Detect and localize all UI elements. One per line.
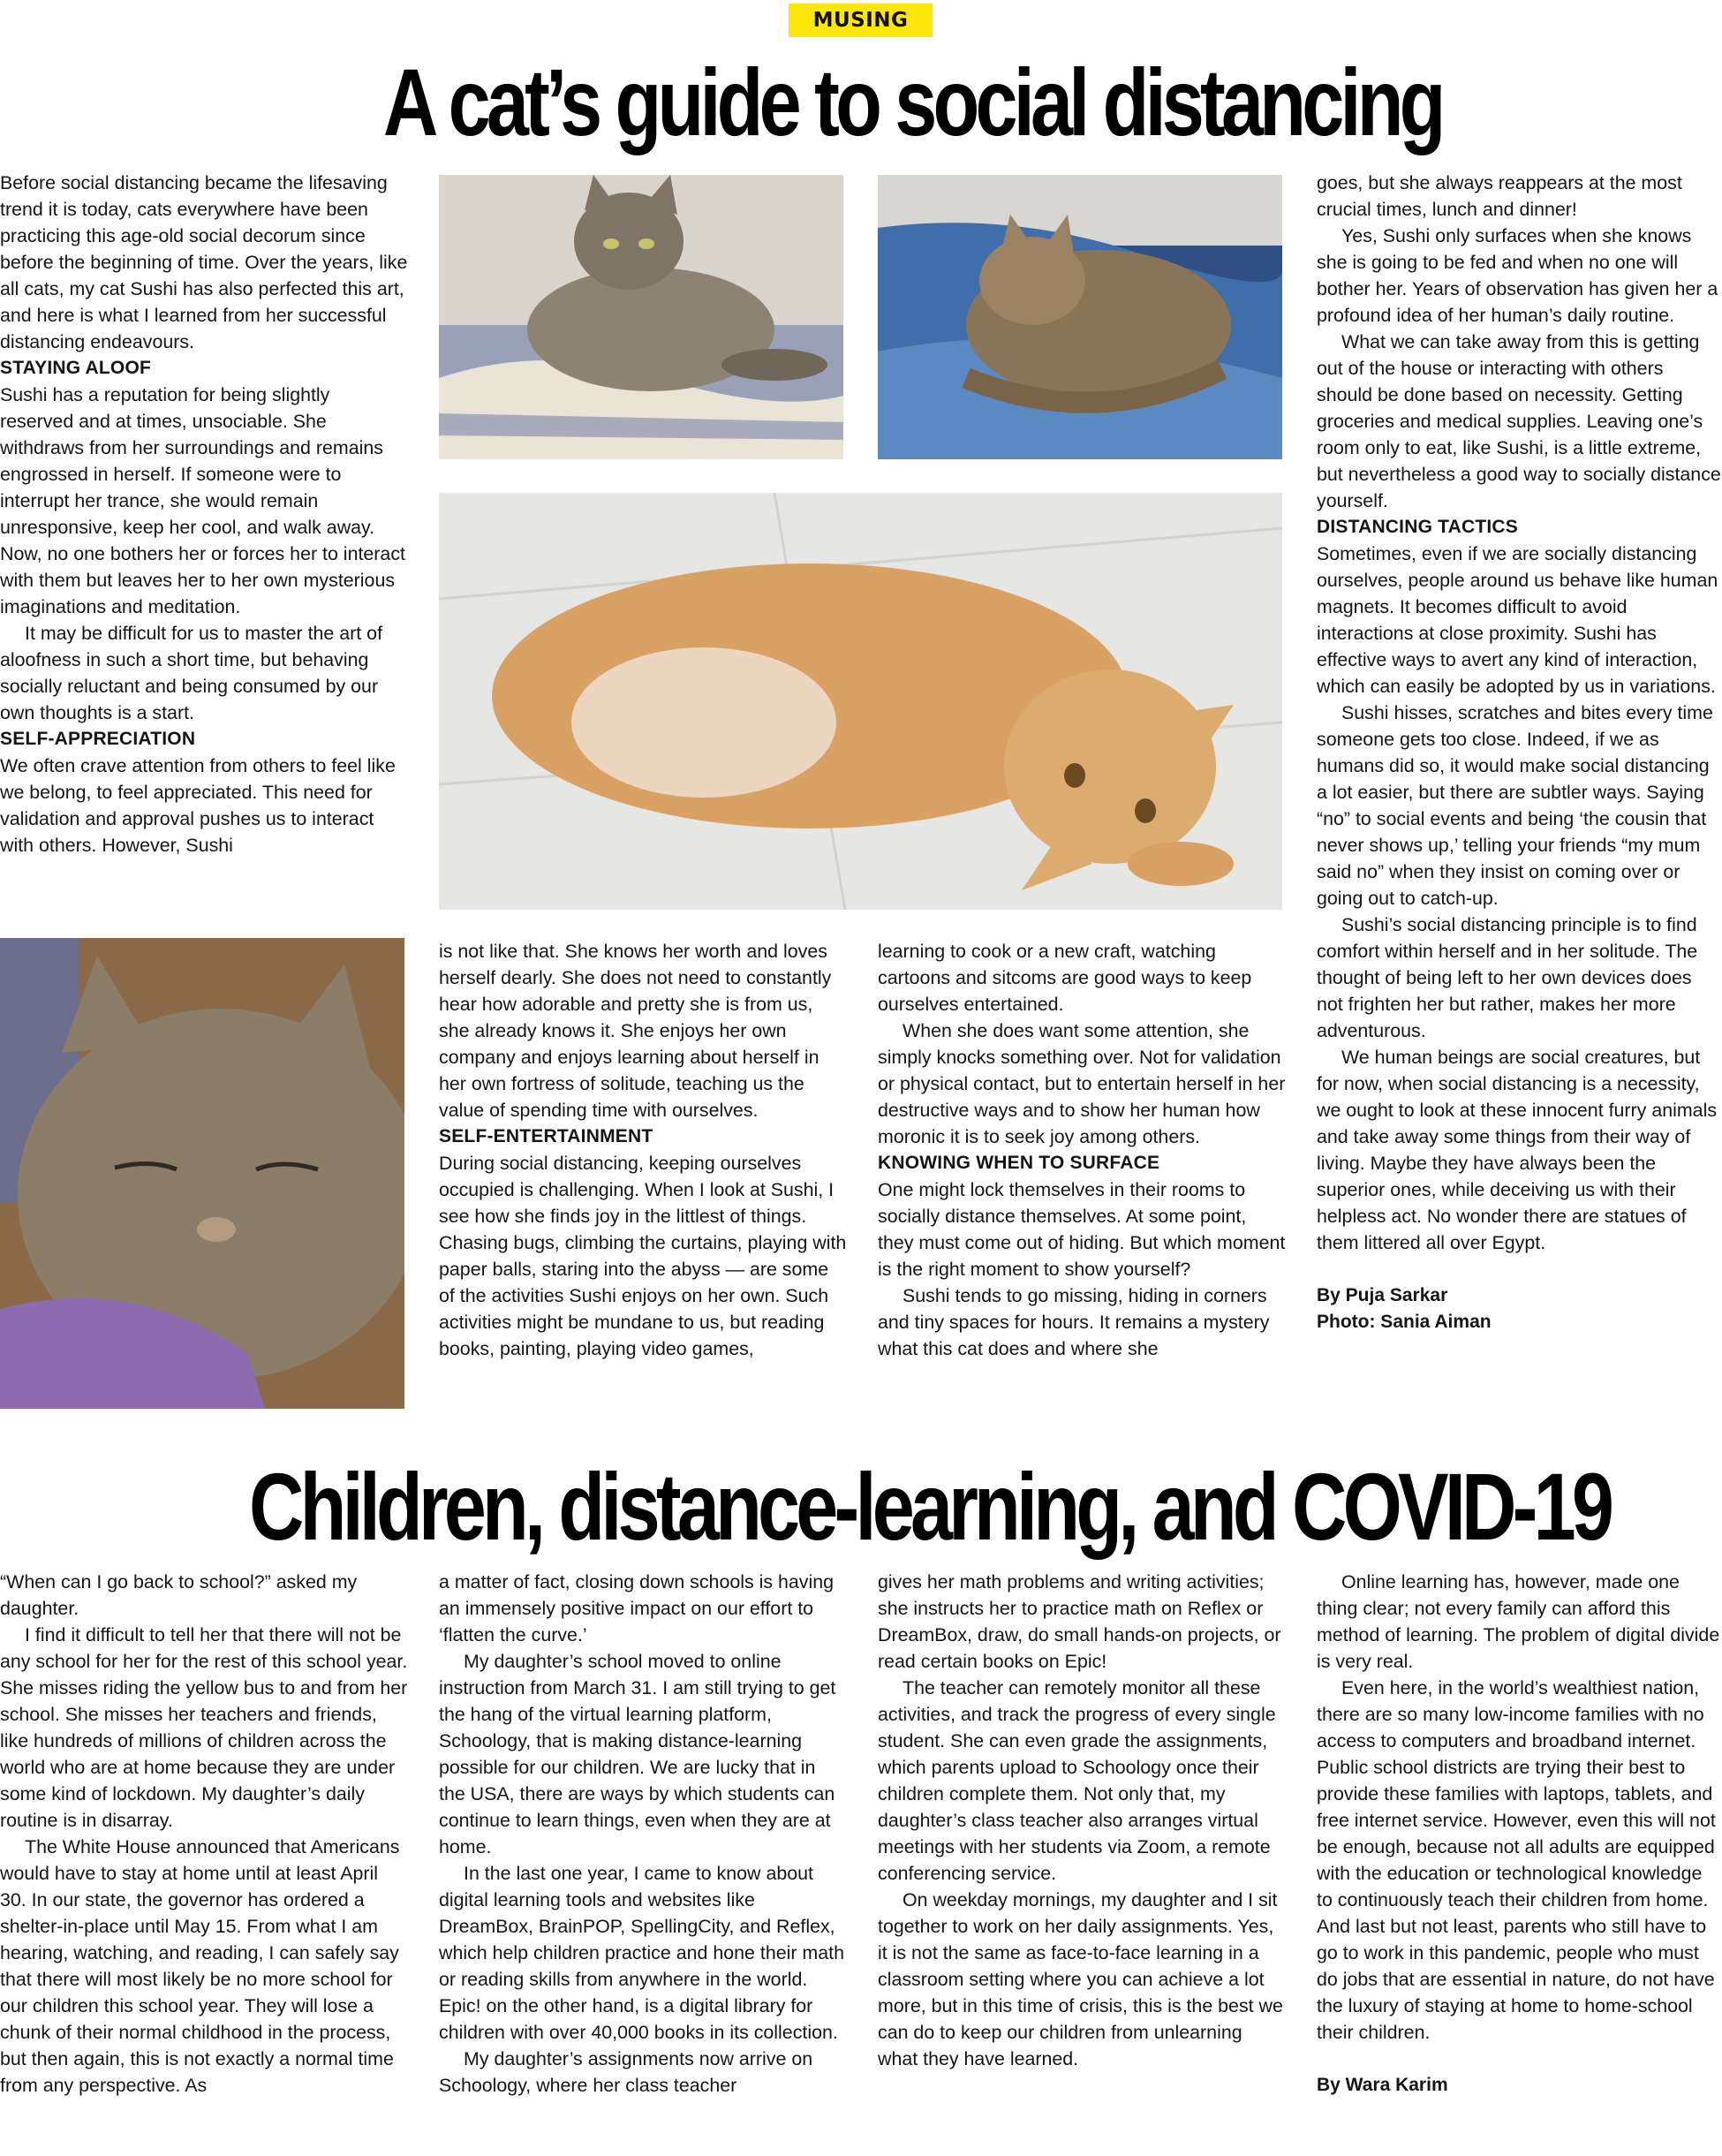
section-tag: MUSING: [789, 4, 933, 37]
paragraph: Yes, Sushi only surfaces when she knows she is going to be fed and when no one will bother her. Years of observation has given her a profound idea of her human’s daily routine.: [1317, 225, 1718, 326]
paragraph: My daughter’s assignments now arrive on Schoology, where her class teacher: [439, 2048, 813, 2096]
article-2-col-4-body: [1317, 1569, 1722, 2046]
byline-author-2: By Wara Karim: [1317, 2075, 1448, 2095]
cat-photo-lying: [439, 493, 1282, 910]
paragraph: One might lock themselves in their rooms to socially distance themselves. At some point, they must come out of hiding. But which moment is the right moment to show yourself?: [878, 1179, 1286, 1280]
paragraph: I find it difficult to tell her that there will not be any school for her for the rest of this school year. She misses riding the yellow bus to and from her school. She misses her teachers and friends, like hundreds of millions of children across the world who are at home because they are under some kind of lockdown. My daughter’s daily routine is in disarray.: [0, 1624, 408, 1831]
paragraph: goes, but she always reappears at the most crucial times, lunch and dinner!: [1317, 172, 1682, 220]
article-col-2: [439, 938, 847, 1362]
paragraph: What we can take away from this is getting out of the house or interacting with others should be done based on necessity. Getting groceries and medical supplies. Leaving one’s room only to eat, like Sushi, is a little extreme, but nevertheless a good way to socially distance yourself.: [1317, 331, 1721, 511]
paragraph: Online learning has, however, made one thing clear; not every family can afford this method of learning. The problem of digital divide is very real.: [1317, 1571, 1720, 1672]
byline-photo: Photo: Sania Aiman: [1317, 1312, 1492, 1332]
article-2-col-4: [1317, 1569, 1722, 2099]
paragraph: My daughter’s school moved to online instruction from March 31. I am still trying to get the hang of the virtual learning platform, Schoology, that is making distance-learning possible for our children. We are lucky that in the USA, there are ways by which students can continue to learn things, even when they are at home.: [439, 1651, 836, 1857]
article-2-col-1: [0, 1569, 408, 2099]
paragraph: When she does want some attention, she simply knocks something over. Not for validation or physical contact, but to entertain herself in her destructive ways and to show her human how moronic it is to seek joy among others.: [878, 1020, 1286, 1147]
paragraph: Sometimes, even if we are socially distancing ourselves, people around us behave like human magnets. It becomes difficult to avoid interactions at close proximity. Sushi has effective ways to avert any kind of interaction, which can easily be adopted by us in variations.: [1317, 543, 1718, 697]
article-2-col-3: [878, 1569, 1286, 2072]
article-2-col-2: [439, 1569, 847, 2099]
paragraph: In the last one year, I came to know about digital learning tools and websites like DreamBox, BrainPOP, SpellingCity, and Reflex, which help children practice and hone their math or reading skills from anywhere in the world. Epic! on the other hand, is a digital library for children with over 40,000 books in its collection.: [439, 1863, 844, 2043]
cat-photo-curled: [878, 175, 1282, 459]
paragraph: Sushi’s social distancing principle is to find comfort within herself and in her solitude. The thought of being left to her own devices does not frighten her but rather, makes her more adventurous.: [1317, 914, 1698, 1041]
paragraph: We human beings are social creatures, but for now, when social distancing is a necessity, we ought to look at these innocent furry animals and take away some things from their way of living. Maybe they have always been the superior ones, while deceiving us with their helpless act. No wonder there are statues of them littered all over Egypt.: [1317, 1047, 1718, 1253]
paragraph: The White House announced that Americans would have to stay at home until at least April 30. In our state, the governor has ordered a shelter-in-place until May 15. From what I am hearing, watching, and reading, I can safely say that there will most likely be no more school for our children this school year. They will lose a chunk of their normal childhood in the process, but then again, this is not exactly a normal time from any perspective. As: [0, 1836, 400, 2096]
cat-photo-closeup: [0, 938, 404, 1409]
paragraph: “When can I go back to school?” asked my daughter.: [0, 1571, 358, 1619]
article-col-3: [878, 938, 1286, 1362]
paragraph: Even here, in the world’s wealthiest nation, there are so many low-income families with no access to computers and broadband internet. Public school districts are trying their best to provide these families with laptops, tablets, and free internet service. However, even this will not be enough, because not all adults are equipped with the education or technological knowledge to continuously teach their children from home. And last but not least, parents who still have to go to work in this pandemic, people who must do jobs that are essential in nature, do not have the luxury of staying at home to home-school their children.: [1317, 1677, 1716, 2043]
article-2-headline: Children, distance-learning, and COVID-19: [249, 1453, 1611, 1560]
article-headline: A cat’s guide to social distancing: [383, 49, 1442, 155]
article-col-4-body: [1317, 170, 1722, 1256]
paragraph: is not like that. She knows her worth and loves herself dearly. She does not need to constantly hear how adorable and pretty she is from us, she already knows it. She enjoys her own company and enjoys learning about herself in her own fortress of solitude, teaching us the value of spending time with ourselves.: [439, 941, 832, 1121]
byline-author: By Puja Sarkar: [1317, 1285, 1448, 1305]
paragraph: Sushi has a reputation for being slightly reserved and at times, unsociable. She withdraws from her surroundings and remains engrossed in herself. If someone were to interrupt her trance, she would remain unresponsive, keep her cool, and walk away. Now, no one bothers her or forces her to interact with them but leaves her to her own mysterious imaginations and meditation.: [0, 384, 405, 617]
paragraph: gives her math problems and writing activities; she instructs her to practice math on Reflex or DreamBox, draw, do small hands-on projects, or read certain books on Epic!: [878, 1571, 1281, 1672]
paragraph: It may be difficult for us to master the art of aloofness in such a short time, but behaving socially reluctant and being consumed by our own thoughts is a start.: [0, 623, 383, 723]
cat-photo-sitting: [439, 175, 843, 459]
paragraph: learning to cook or a new craft, watching cartoons and sitcoms are good ways to keep ourselves entertained.: [878, 941, 1252, 1015]
paragraph: On weekday mornings, my daughter and I sit together to work on her daily assignments. Yes, it is not the same as face-to-face learning in a classroom setting where you can achieve a lot more, but in this time of crisis, this is the best we can do to keep our children from unlearning what they have learned.: [878, 1889, 1283, 2069]
paragraph: During social distancing, keeping ourselves occupied is challenging. When I look at Sushi, I see how she finds joy in the littlest of things. Chasing bugs, climbing the curtains, playing with paper balls, staring into the abyss — are some of the activities Sushi enjoys on her own. Such activities might be mundane to us, but reading books, painting, playing video games,: [439, 1153, 847, 1359]
subheading: STAYING ALOOF: [0, 358, 151, 378]
article-col-1: [0, 170, 408, 859]
subheading: KNOWING WHEN TO SURFACE: [878, 1153, 1160, 1173]
subheading: SELF-ENTERTAINMENT: [439, 1126, 653, 1146]
paragraph: a matter of fact, closing down schools is having an immensely positive impact on our effort to ‘flatten the curve.’: [439, 1571, 835, 1645]
subheading: SELF-APPRECIATION: [0, 729, 196, 749]
paragraph: The teacher can remotely monitor all these activities, and track the progress of every single student. She can even grade the assignments, which parents upload to Schoology once their children complete them. Not only that, my daughter’s class teacher also arranges virtual meetings with her students via Zoom, a remote conferencing service.: [878, 1677, 1276, 1884]
paragraph: Sushi tends to go missing, hiding in corners and tiny spaces for hours. It remains a mystery what this cat does and where she: [878, 1285, 1270, 1359]
paragraph: Before social distancing became the lifesaving trend it is today, cats everywhere have been practicing this age-old social decorum since before the beginning of time. Over the years, like all cats, my cat Sushi has also perfected this art, and here is what I learned from her successful distancing endeavours.: [0, 172, 408, 352]
article-col-4: [1317, 170, 1722, 1335]
paragraph: Sushi hisses, scratches and bites every time someone gets too close. Indeed, if we as humans did so, it would make social distancing a lot easier, but there are subtler ways. Saying “no” to social events and being ‘the cousin that never shows up,’ telling your friends “my mum said no” when they insist on coming over or going out to catch-up.: [1317, 702, 1713, 909]
subheading: DISTANCING TACTICS: [1317, 517, 1518, 537]
paragraph: We often crave attention from others to feel like we belong, to feel appreciated. This need for validation and approval pushes us to interact with others. However, Sushi: [0, 755, 396, 856]
